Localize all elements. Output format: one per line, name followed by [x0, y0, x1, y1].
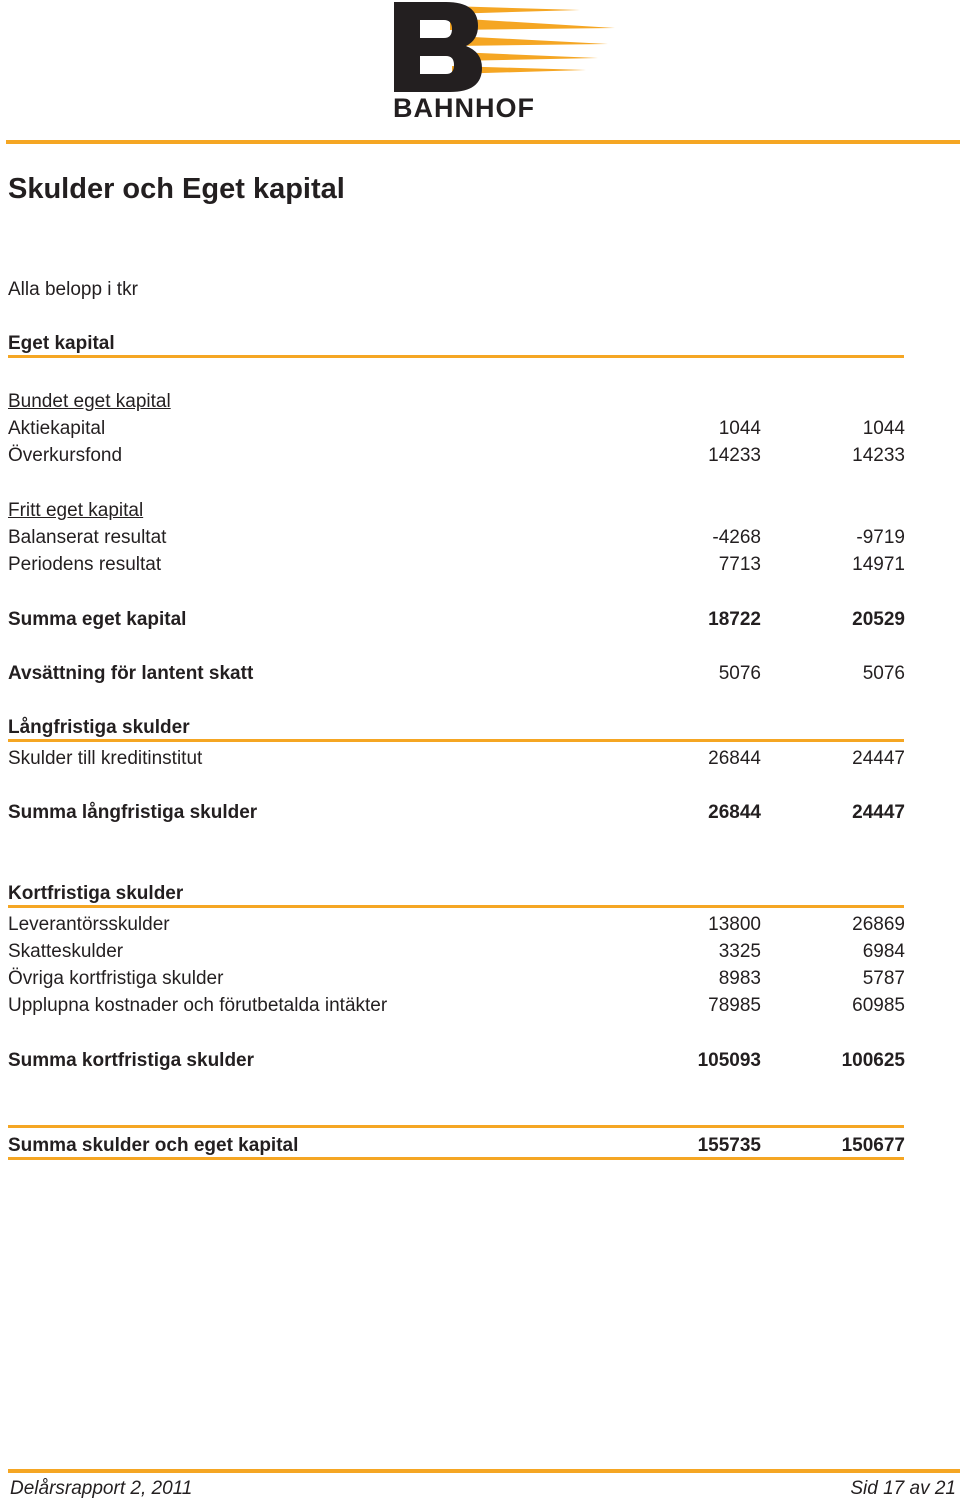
bahnhof-logo [390, 0, 620, 122]
row-label: Periodens resultat [8, 554, 162, 575]
table-row [8, 418, 905, 442]
subheading-fritt-eget-kapital: Fritt eget kapital [8, 500, 144, 521]
report-name: Delårsrapport 2, 2011 [10, 1478, 193, 1499]
value-prior: 24447 [852, 802, 905, 823]
table-row [8, 748, 905, 772]
table-row [8, 527, 905, 551]
footer-rule [8, 1469, 960, 1473]
row-label: Aktiekapital [8, 418, 106, 439]
row-label: Avsättning för lantent skatt [8, 663, 254, 684]
value-current: 105093 [697, 1050, 761, 1071]
sum-row-eget-kapital [8, 609, 905, 633]
value-current: 78985 [708, 995, 761, 1016]
row-label: Leverantörsskulder [8, 914, 170, 935]
table-row [8, 968, 905, 992]
section-heading-kortfristiga-skulder: Kortfristiga skulder [8, 883, 184, 904]
table-row [8, 914, 905, 938]
row-label: Skatteskulder [8, 941, 124, 962]
table-row [8, 445, 905, 469]
value-prior: -9719 [856, 527, 905, 548]
value-prior: 60985 [852, 995, 905, 1016]
logo-wordmark: BAHNHOF [393, 93, 535, 122]
value-current: 3325 [718, 941, 761, 962]
value-current: 26844 [708, 748, 761, 769]
row-label: Summa långfristiga skulder [8, 802, 258, 823]
value-prior: 100625 [841, 1050, 905, 1071]
row-label: Upplupna kostnader och förutbetalda intäkter [8, 995, 388, 1016]
row-label: Summa kortfristiga skulder [8, 1050, 255, 1071]
row-avsattning [8, 663, 905, 687]
row-label: Skulder till kreditinstitut [8, 748, 203, 769]
value-current: 14233 [708, 445, 761, 466]
value-current: -4268 [712, 527, 761, 548]
value-current: 26844 [708, 802, 761, 823]
value-current: 155735 [697, 1135, 761, 1156]
sum-row-langfristiga [8, 802, 905, 826]
grand-total-row [8, 1135, 905, 1159]
sum-row-kortfristiga [8, 1050, 905, 1074]
value-prior: 5076 [862, 663, 905, 684]
value-current: 1044 [718, 418, 761, 439]
value-prior: 150677 [841, 1135, 905, 1156]
section-rule [8, 739, 904, 742]
value-prior: 20529 [852, 609, 905, 630]
row-label: Summa skulder och eget kapital [8, 1135, 299, 1156]
section-rule [8, 355, 904, 358]
subheading-bundet-eget-kapital: Bundet eget kapital [8, 391, 171, 412]
value-prior: 5787 [862, 968, 905, 989]
value-prior: 1044 [862, 418, 905, 439]
value-prior: 26869 [852, 914, 905, 935]
total-top-rule [8, 1125, 904, 1128]
row-label: Överkursfond [8, 445, 123, 466]
row-label: Övriga kortfristiga skulder [8, 968, 224, 989]
value-current: 8983 [718, 968, 761, 989]
header-rule [6, 140, 960, 144]
value-prior: 6984 [862, 941, 905, 962]
value-prior: 24447 [852, 748, 905, 769]
amount-unit-note: Alla belopp i tkr [8, 279, 138, 300]
total-bottom-rule [8, 1157, 904, 1160]
value-current: 18722 [708, 609, 761, 630]
section-heading-langfristiga-skulder: Långfristiga skulder [8, 717, 190, 738]
table-row [8, 995, 905, 1019]
section-heading-eget-kapital: Eget kapital [8, 333, 115, 354]
value-current: 7713 [718, 554, 761, 575]
page-number: Sid 17 av 21 [850, 1478, 956, 1499]
row-label: Summa eget kapital [8, 609, 187, 630]
value-current: 5076 [718, 663, 761, 684]
value-current: 13800 [708, 914, 761, 935]
section-rule [8, 905, 904, 908]
table-row [8, 941, 905, 965]
row-label: Balanserat resultat [8, 527, 167, 548]
value-prior: 14233 [852, 445, 905, 466]
value-prior: 14971 [852, 554, 905, 575]
table-row [8, 554, 905, 578]
page-title: Skulder och Eget kapital [8, 173, 345, 205]
